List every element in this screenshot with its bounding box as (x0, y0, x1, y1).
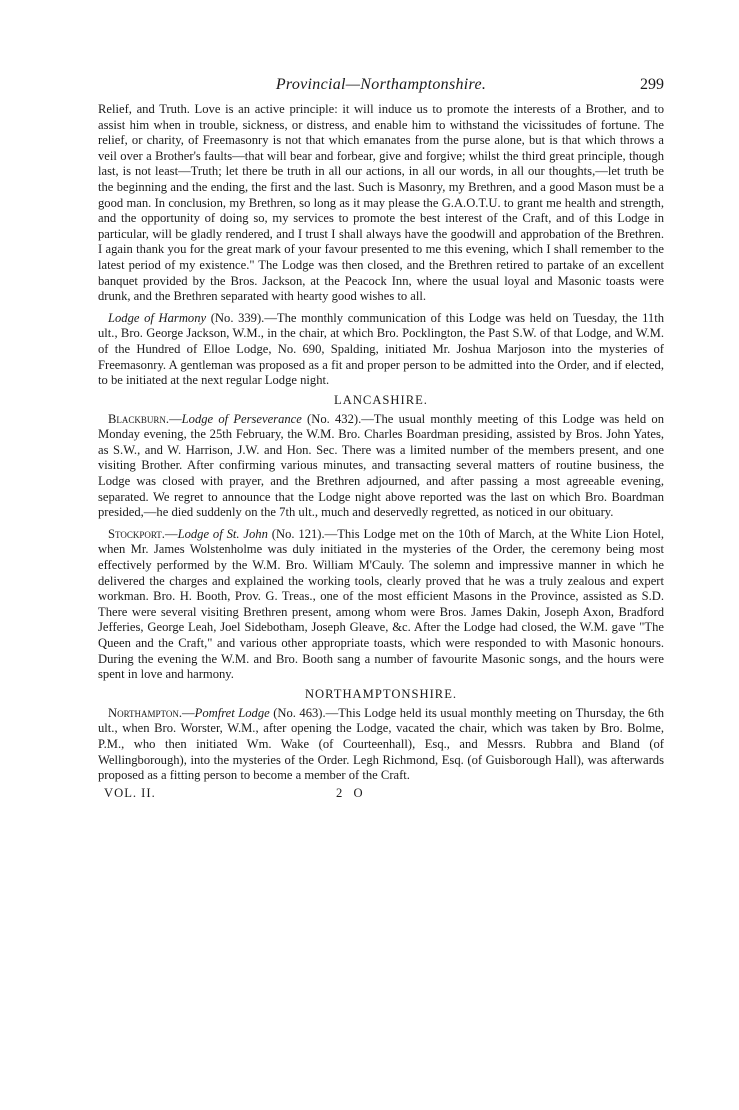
running-head: Provincial—Northamptonshire. (275, 76, 487, 93)
paragraph-lodge-of-harmony (98, 311, 664, 389)
paragraph-text: (No. 463).—This Lodge held its usual monthly meeting on Thursday, the 6th ult., when Bro. Worster, W.M., after opening the Lodge, vacated the chair, which was taken by Bro. Bolme, P.M., who then initiated Wm. Wake (of Courteenhall), Esq., and Messrs. Rubbra and Bland (of Wellingborough), into the mysteries of the Order. Legh Richmond, Esq. (of Guisborough Hall), was afterwards proposed as a fitting person to become a member of the Craft. (98, 705, 664, 783)
paragraph-text: (No. 121).—This Lodge met on the 10th of March, at the White Lion Hotel, when Mr. James Wolstenholme was duly initiated in the mysteries of the Order, the ceremony being most effectively performed by the W.M. Bro. William M'Cauly. The solemn and impressive manner in which he delivered the charges and explained the working tools, clearly proved that he was a truly zealous and expert workman. Bro. H. Booth, Prov. G. Treas., one of the most efficient Masons in the Province, assisted as S.D. There were several visiting Brethren present, among whom were Bros. James Dakin, Joseph Axon, Bradford Jefferies, George Leah, Joel Sidebotham, Joseph Gleave, &c. After the Lodge had closed, the W.M. gave "The Queen and the Craft," and various other appropriate toasts, which were responded to with Masonic honours. During the evening the W.M. and Bro. Booth sang a number of favourite Masonic songs, and the hours were spent in love and harmony. (98, 526, 664, 682)
volume-label: VOL. II. (104, 785, 156, 800)
page (98, 76, 664, 804)
paragraph-text: (No. 339).—The monthly communication of this Lodge was held on Tuesday, the 11th ult., Bro. George Jackson, W.M., in the chair, at which Bro. Pocklington, the Past S.W. of that Lodge, and W.M. of the Hundred of Elloe Lodge, No. 690, Spalding, initiated Mr. Joshua Marjoson into the mysteries of Freemasonry. A gentleman was proposed as a fit and proper person to be admitted into the Order, and if elected, to be initiated at the next regular Lodge night. (98, 310, 665, 388)
page-number: 299 (640, 76, 664, 93)
place-name: Northampton. (108, 705, 183, 720)
lodge-name: Lodge of Perseverance (181, 411, 302, 426)
page-footer (98, 786, 664, 804)
place-name: Blackburn. (108, 411, 170, 426)
paragraph-text: (No. 432).—The usual monthly meeting of this Lodge was held on Monday evening, the 25th February, the W.M. Bro. Charles Boardman presiding, assisted by Bros. John Yates, as S.W., and W. Harrison, J.W. and Hon. Sec. There was a limited number of the members present, and one visiting Brother. After confirming various minutes, and transacting several matters of routine business, the Lodge was closed with prayer, and the Brethren adjourned, and after passing a most agreeable evening, separated. We regret to announce that the Lodge night above reported was the last on which Bro. Boardman presided,—he died suddenly on the 7th ult., much and deservedly regretted, as noticed in our obituary. (98, 411, 664, 520)
lodge-name: Pomfret Lodge (194, 705, 270, 720)
section-heading-lancashire: LANCASHIRE. (334, 392, 428, 407)
section-heading-northamptonshire: NORTHAMPTONSHIRE. (304, 686, 458, 701)
lodge-name: Lodge of Harmony (108, 310, 207, 325)
lodge-name: Lodge of St. John (177, 526, 268, 541)
paragraph-stockport: Stockport.—Lodge of St. John (No. 121).—This Lodge met on the 10th of March, at the White Lion Hotel, when Mr. James Wolstenholme was duly initiated in the mysteries of the Order, the ceremony being most effectively performed by the W.M. Bro. William M'Cauly. The solemn and impressive manner in which he delivered the charges and explained the working tools, clearly proved that he was a truly zealous and expert workman. Bro. H. Booth, Prov. G. Treas., one of the most efficient Masons in the Province, assisted as S.D. There were several visiting Brethren present, among whom were Bros. James Dakin, Joseph Axon, Bradford Jefferies, George Leah, Joel Sidebotham, Joseph Gleave, &c. After the Lodge had closed, the W.M. gave "The Queen and the Craft," and various other appropriate toasts, which were responded to with Masonic honours. During the evening the W.M. and Bro. Booth sang a number of favourite Masonic songs, and the hours were spent in love and harmony. (98, 526, 664, 682)
place-name: Stockport. (108, 526, 165, 541)
paragraph-northampton: Northampton.—Pomfret Lodge (No. 463).—This Lodge held its usual monthly meeting on Thursday, the 6th ult., when Bro. Worster, W.M., after opening the Lodge, vacated the chair, which was taken by Bro. Bolme, P.M., who then initiated Wm. Wake (of Courteenhall), Esq., and Messrs. Rubbra and Bland (of Wellingborough), into the mysteries of the Order. Legh Richmond, Esq. (of Guisborough Hall), was afterwards proposed as a fitting person to become a member of the Craft. (98, 705, 664, 783)
page-header (98, 76, 664, 102)
paragraph-blackburn: Blackburn.—Lodge of Perseverance (No. 432).—The usual monthly meeting of this Lodge was held on Monday evening, the 25th February, the W.M. Bro. Charles Boardman presiding, assisted by Bros. John Yates, as S.W., and W. Harrison, J.W. and Hon. Sec. There was a limited number of the members present, and one visiting Brother. After confirming various minutes, and transacting several matters of routine business, the Lodge was closed with prayer, and the Brethren adjourned, and after passing a most agreeable evening, separated. We regret to announce that the Lodge night above reported was the last on which Bro. Boardman presided,—he died suddenly on the 7th ult., much and deservedly regretted, as noticed in our obituary. (98, 411, 664, 520)
paragraph-relief-and-truth: Relief, and Truth. Love is an active principle: it will induce us to promote the interests of a Brother, and to assist him when in trouble, sickness, or distress, and enable him to withstand the vicissitudes of fortune. The relief, or charity, of Freemasonry is not that which emanates from the purse alone, but is that which throws a veil over a Brother's faults—that will bear and forbear, give and forgive; whilst the third great principle, though last, is not least—Truth; let there be truth in all our actions, in all our words, in all our thoughts,—let truth be the beginning and the ending, the first and the last. Such is Masonry, my Brethren, and a good Mason must be a good man. In conclusion, my Brethren, so long as it may please the G.A.O.T.U. to grant me health and strength, and the opportunity of doing so, my services to promote the best interest of the Craft, and of this Lodge in particular, will be gladly rendered, and I trust I shall always have the goodwill and approbation of the Brethren. I again thank you for the great mark of your favour presented to me this evening, which I shall remember to the latest period of my existence." The Lodge was then closed, and the Brethren retired to partake of an excellent banquet provided by the Bros. Jackson, at the Peacock Inn, where the usual loyal and Masonic toasts were drunk, and the Brethren separated with hearty good wishes to all. (98, 102, 664, 304)
signature-mark: 2 O (336, 785, 367, 800)
